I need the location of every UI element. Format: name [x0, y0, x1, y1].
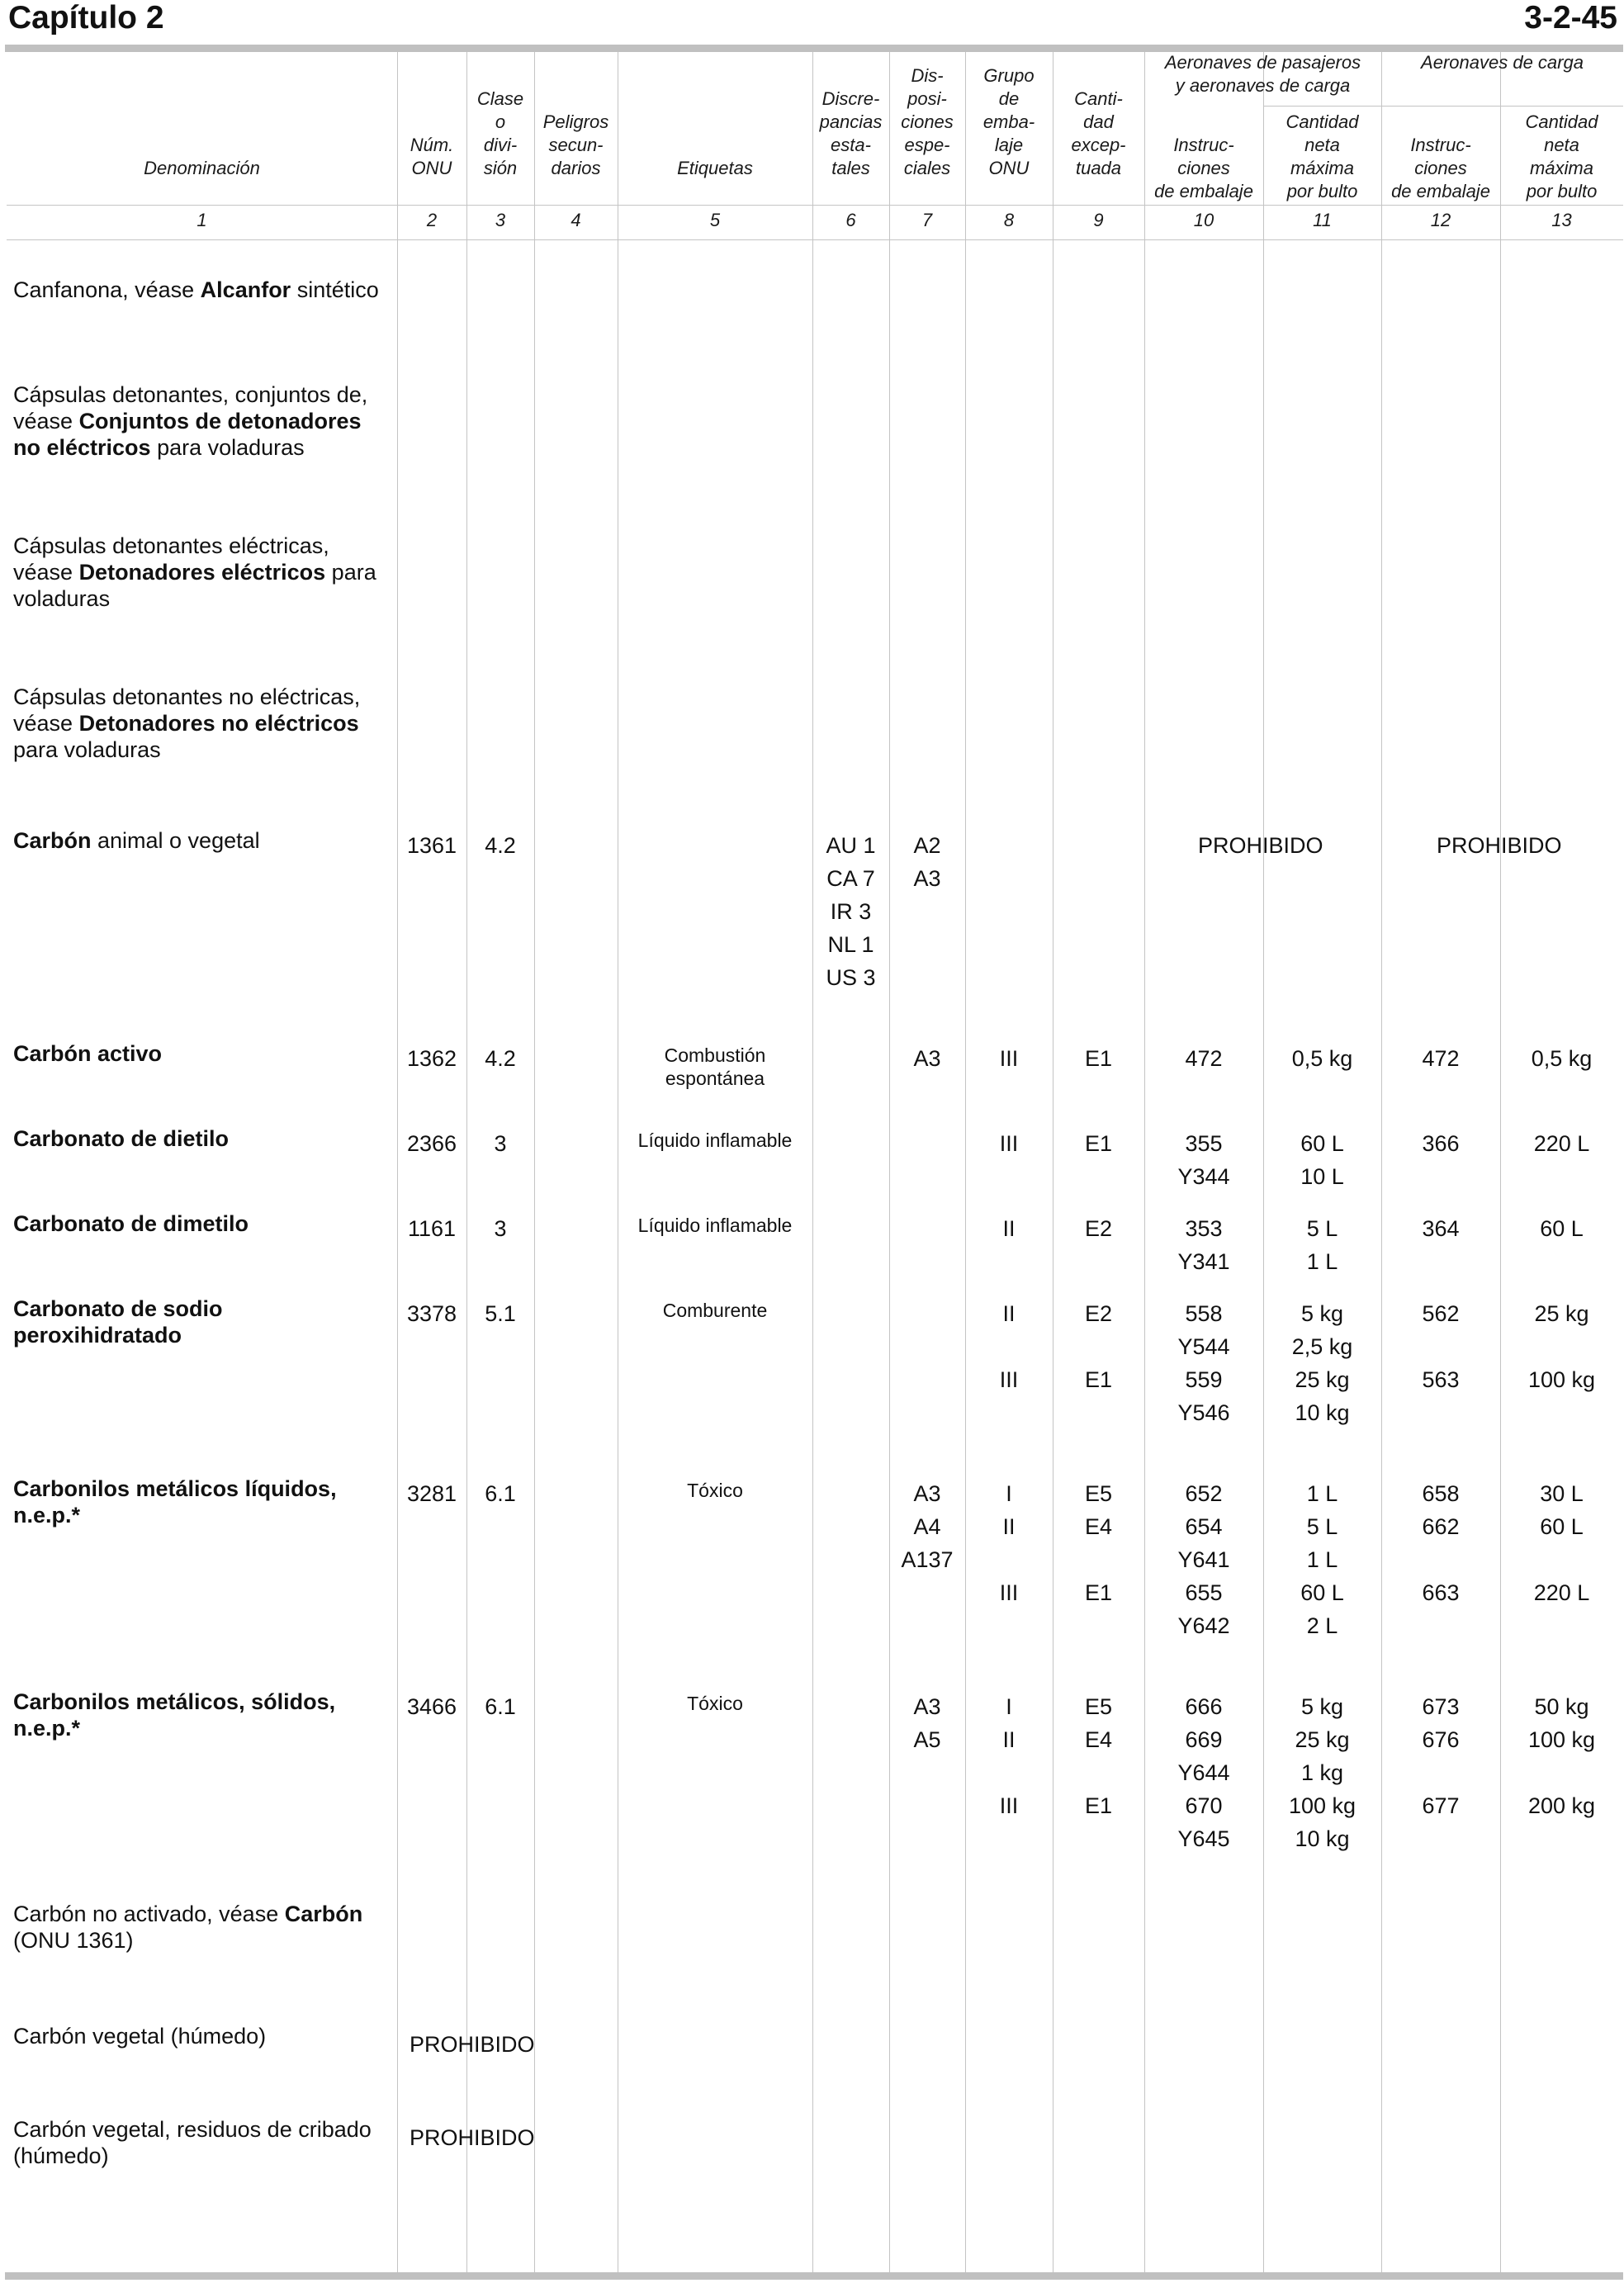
column-divider [466, 52, 467, 2272]
pax-max-net-qty: 60 L [1300, 1131, 1344, 1156]
entry-name: Carbonato de sodio peroxihidratado [13, 1296, 223, 1348]
entry-name: Carbonato de dietilo [13, 1126, 230, 1151]
column-number: 13 [1551, 210, 1572, 230]
header-etiquetas: Etiquetas [677, 158, 753, 178]
cargo-max-net-qty: 0,5 kg [1531, 1046, 1593, 1071]
column-divider [1381, 52, 1382, 2272]
column-divider [889, 52, 890, 2272]
cargo-max-net-qty: 100 kg [1527, 1367, 1596, 1392]
header-group-cargo: Aeronaves de carga [1421, 52, 1584, 73]
packing-group: III [999, 1046, 1019, 1071]
pax-max-net-qty: 5 kg [1300, 1694, 1344, 1719]
prohibited-cargo: PROHIBIDO [1437, 833, 1562, 858]
packing-group: III [999, 1131, 1019, 1156]
header-disposiciones: Dis- posi- ciones espe- ciales [901, 65, 954, 178]
column-divider [534, 52, 535, 2272]
cargo-packing-instruction: 663 [1422, 1580, 1460, 1605]
pax-packing-instruction: Y645 [1177, 1826, 1230, 1851]
label-text: Líquido inflamable [637, 1215, 793, 1236]
column-divider [397, 52, 398, 2272]
page-number: 3-2-45 [1524, 0, 1617, 36]
entry-name: Carbón vegetal (húmedo) [13, 2024, 267, 2049]
column-number: 1 [196, 210, 207, 230]
class-division: 3 [494, 1216, 507, 1241]
cargo-packing-instruction: 366 [1422, 1131, 1460, 1156]
cargo-packing-instruction: 563 [1422, 1367, 1460, 1392]
pax-packing-instruction: 353 [1185, 1216, 1223, 1241]
column-number: 5 [709, 210, 721, 230]
cargo-max-net-qty: 60 L [1540, 1216, 1584, 1241]
excepted-quantity: E2 [1084, 1301, 1113, 1326]
header-cantidad-exceptuada: Canti- dad excep- tuada [1071, 88, 1126, 178]
special-provision: A3 [913, 1046, 941, 1071]
excepted-quantity: E1 [1084, 1131, 1113, 1156]
packing-group: III [999, 1793, 1019, 1818]
entry-name: Carbonilos metálicos, sólidos, n.e.p.* [13, 1689, 336, 1741]
column-divider [1500, 52, 1501, 2272]
cargo-packing-instruction: 658 [1422, 1481, 1460, 1506]
entry-name: Carbonilos metálicos líquidos, n.e.p.* [13, 1476, 337, 1528]
pax-packing-instruction: 655 [1185, 1580, 1223, 1605]
header-cantidad-neta-pax: Cantidad neta máxima por bulto [1285, 111, 1359, 201]
pax-packing-instruction: 670 [1185, 1793, 1223, 1818]
cargo-max-net-qty: 220 L [1533, 1580, 1590, 1605]
header-denominacion: Denominación [144, 158, 260, 178]
cargo-packing-instruction: 364 [1422, 1216, 1460, 1241]
cargo-max-net-qty: 100 kg [1527, 1727, 1596, 1752]
column-number: 7 [921, 210, 933, 230]
group-rule [1263, 106, 1623, 107]
cargo-max-net-qty: 220 L [1533, 1131, 1590, 1156]
special-provision: A3 [913, 1481, 941, 1506]
pax-max-net-qty: 60 L [1300, 1580, 1344, 1605]
packing-group: II [1002, 1216, 1016, 1241]
excepted-quantity: E4 [1084, 1514, 1113, 1539]
label-text: Tóxico [687, 1693, 743, 1714]
prohibited-passenger: PROHIBIDO [1198, 833, 1323, 858]
special-provision: A137 [901, 1547, 954, 1572]
pax-packing-instruction: Y641 [1177, 1547, 1230, 1572]
special-provision: A2 [913, 833, 941, 858]
header-discrepancias: Discre- pancias esta- tales [819, 88, 883, 178]
pax-max-net-qty: 25 kg [1295, 1727, 1350, 1752]
pax-max-net-qty: 10 kg [1295, 1826, 1350, 1851]
un-number: 3281 [406, 1481, 457, 1506]
cargo-max-net-qty: 60 L [1540, 1514, 1584, 1539]
entry-name: Carbonato de dimetilo [13, 1211, 249, 1236]
pax-packing-instruction: Y544 [1177, 1334, 1230, 1359]
pax-max-net-qty: 1 kg [1300, 1760, 1344, 1785]
pax-packing-instruction: 472 [1185, 1046, 1223, 1071]
pax-max-net-qty: 25 kg [1295, 1367, 1350, 1392]
pax-packing-instruction: Y644 [1177, 1760, 1230, 1785]
excepted-quantity: E4 [1084, 1727, 1113, 1752]
pax-packing-instruction: 654 [1185, 1514, 1223, 1539]
pax-packing-instruction: 669 [1185, 1727, 1223, 1752]
entry-name: Canfanona, véase Alcanfor sintético [13, 277, 379, 302]
excepted-quantity: E1 [1084, 1367, 1113, 1392]
packing-group: I [1006, 1481, 1012, 1506]
pax-packing-instruction: Y344 [1177, 1164, 1230, 1189]
special-provision: A5 [913, 1727, 941, 1752]
un-number: 3378 [406, 1301, 457, 1326]
excepted-quantity: E1 [1084, 1793, 1113, 1818]
column-number: 9 [1093, 210, 1104, 230]
pax-packing-instruction: 355 [1185, 1131, 1223, 1156]
cargo-max-net-qty: 30 L [1540, 1481, 1584, 1506]
entry-name: Cápsulas detonantes, conjuntos de, véase Conjuntos de detonadores no eléctricos para voladuras [13, 382, 368, 460]
cargo-packing-instruction: 562 [1422, 1301, 1460, 1326]
special-provision: A4 [913, 1514, 941, 1539]
un-number: 1362 [406, 1046, 457, 1071]
pax-packing-instruction: 559 [1185, 1367, 1223, 1392]
excepted-quantity: E1 [1084, 1580, 1113, 1605]
column-number: 10 [1193, 210, 1214, 230]
excepted-quantity: E2 [1084, 1216, 1113, 1241]
pax-packing-instruction: Y642 [1177, 1613, 1230, 1638]
column-number: 2 [426, 210, 438, 230]
bottom-rule [5, 2272, 1623, 2280]
packing-group: III [999, 1580, 1019, 1605]
column-number: 11 [1313, 210, 1332, 230]
cargo-max-net-qty: 200 kg [1527, 1793, 1596, 1818]
column-divider [812, 52, 813, 2272]
cargo-packing-instruction: 662 [1422, 1514, 1460, 1539]
pax-max-net-qty: 1 L [1306, 1481, 1338, 1506]
entry-name: Cápsulas detonantes no eléctricas, véase Detonadores no eléctricos para voladuras [13, 684, 361, 762]
header-group-passenger: Aeronaves de pasajeros y aeronaves de carga [1164, 52, 1361, 96]
pax-max-net-qty: 100 kg [1288, 1793, 1356, 1818]
label-text: Tóxico [687, 1480, 743, 1501]
special-provision: A3 [913, 1694, 941, 1719]
pax-packing-instruction: Y341 [1177, 1249, 1230, 1274]
header-instrucciones-pax: Instruc- ciones de embalaje [1154, 135, 1253, 201]
column-number: 12 [1430, 210, 1451, 230]
label-text: Comburente [662, 1300, 768, 1321]
pax-max-net-qty: 5 L [1306, 1514, 1338, 1539]
pax-max-net-qty: 0,5 kg [1291, 1046, 1353, 1071]
class-division: 4.2 [485, 1046, 516, 1071]
cargo-max-net-qty: 25 kg [1534, 1301, 1589, 1326]
state-variation: US 3 [826, 965, 876, 990]
class-division: 3 [494, 1131, 507, 1156]
header-clase: Clase o divi- sión [476, 88, 524, 178]
label-text: Líquido inflamable [637, 1130, 793, 1151]
cargo-packing-instruction: 472 [1422, 1046, 1460, 1071]
class-division: 6.1 [485, 1481, 516, 1506]
un-number: 1361 [406, 833, 457, 858]
pax-max-net-qty: 2,5 kg [1291, 1334, 1353, 1359]
excepted-quantity: E5 [1084, 1694, 1113, 1719]
un-number: 2366 [406, 1131, 457, 1156]
header-peligros: Peligros secun- darios [542, 111, 609, 178]
class-division: 4.2 [485, 833, 516, 858]
header-instrucciones-cargo: Instruc- ciones de embalaje [1391, 135, 1490, 201]
pax-packing-instruction: Y546 [1177, 1400, 1230, 1425]
prohibited-forbidden: PROHIBIDO [410, 2125, 535, 2150]
class-division: 6.1 [485, 1694, 516, 1719]
header-grupo: Grupo de emba- laje ONU [982, 65, 1035, 178]
pax-max-net-qty: 5 L [1306, 1216, 1338, 1241]
entry-name: Carbón animal o vegetal [13, 828, 260, 853]
column-number: 4 [571, 210, 581, 230]
special-provision: A3 [913, 866, 941, 891]
chapter-title: Capítulo 2 [8, 0, 164, 36]
header-cantidad-neta-cargo: Cantidad neta máxima por bulto [1525, 111, 1598, 201]
entry-name: Cápsulas detonantes eléctricas, véase Detonadores eléctricos para voladuras [13, 533, 376, 611]
pax-max-net-qty: 1 L [1306, 1249, 1338, 1274]
column-number: 8 [1003, 210, 1015, 230]
entry-name: Carbón vegetal, residuos de cribado (húmedo) [13, 2117, 372, 2168]
column-number: 6 [845, 210, 856, 230]
class-division: 5.1 [485, 1301, 516, 1326]
column-number: 3 [495, 210, 506, 230]
state-variation: AU 1 [826, 833, 876, 858]
pax-max-net-qty: 10 kg [1295, 1400, 1350, 1425]
pax-max-net-qty: 10 L [1300, 1164, 1344, 1189]
column-divider [965, 52, 966, 2272]
packing-group: II [1002, 1514, 1016, 1539]
entry-name: Carbón no activado, véase Carbón (ONU 1361) [13, 1902, 363, 1953]
pax-packing-instruction: 666 [1185, 1694, 1223, 1719]
prohibited-forbidden: PROHIBIDO [410, 2032, 535, 2057]
packing-group: I [1006, 1694, 1012, 1719]
pax-packing-instruction: 652 [1185, 1481, 1223, 1506]
pax-max-net-qty: 1 L [1306, 1547, 1338, 1572]
header-num-onu: Núm. ONU [410, 135, 454, 178]
pax-max-net-qty: 5 kg [1300, 1301, 1344, 1326]
packing-group: II [1002, 1301, 1016, 1326]
excepted-quantity: E5 [1084, 1481, 1113, 1506]
pax-packing-instruction: 558 [1185, 1301, 1223, 1326]
packing-group: II [1002, 1727, 1016, 1752]
state-variation: IR 3 [830, 899, 872, 924]
cargo-packing-instruction: 677 [1422, 1793, 1460, 1818]
cargo-packing-instruction: 676 [1422, 1727, 1460, 1752]
label-text: Combustión espontánea [664, 1044, 766, 1089]
state-variation: NL 1 [827, 932, 874, 957]
state-variation: CA 7 [826, 866, 875, 891]
un-number: 1161 [407, 1216, 457, 1241]
entry-name: Carbón activo [13, 1041, 163, 1066]
cargo-packing-instruction: 673 [1422, 1694, 1460, 1719]
un-number: 3466 [406, 1694, 457, 1719]
packing-group: III [999, 1367, 1019, 1392]
pax-max-net-qty: 2 L [1306, 1613, 1338, 1638]
cargo-max-net-qty: 50 kg [1534, 1694, 1589, 1719]
excepted-quantity: E1 [1084, 1046, 1113, 1071]
